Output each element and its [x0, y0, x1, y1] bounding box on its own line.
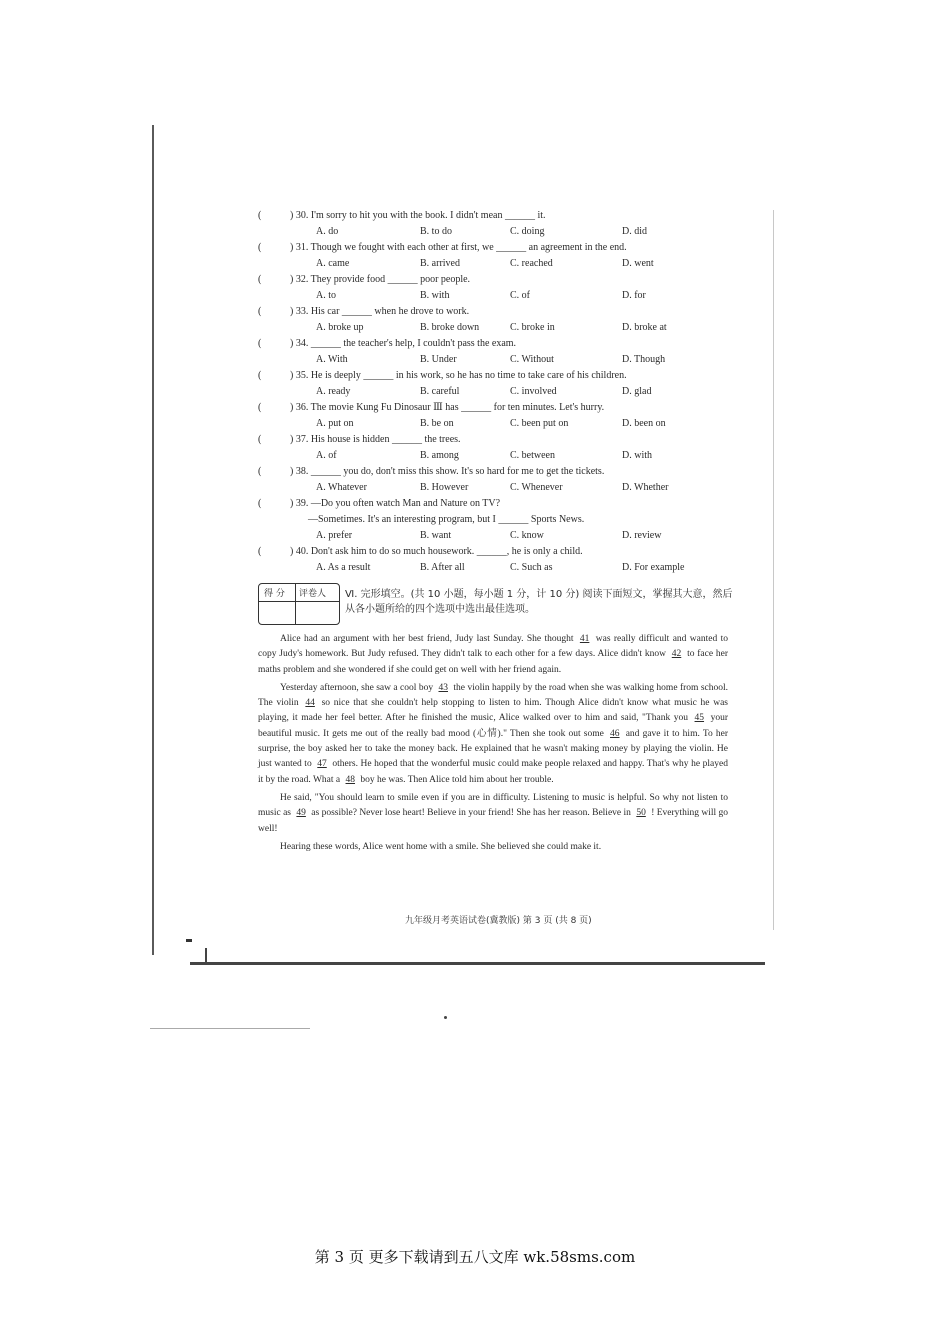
options-38 — [258, 480, 733, 496]
scan-stray-line — [150, 1028, 310, 1029]
passage-text: so nice that she couldn't help stopping to listen to him. Though Alice didn't know what music he was playing, it made her feel better. After he finished the music, Alice walked over to him and said, "Thank you — [258, 698, 729, 724]
question-34 — [258, 336, 733, 352]
question-37 — [258, 432, 733, 448]
option-c: C. Such as — [510, 562, 553, 573]
answer-paren: ( — [258, 434, 262, 445]
question-stem: ) 32. They provide food ______ poor people. — [290, 274, 471, 285]
scan-dash-mark — [186, 939, 192, 942]
option-b: B. After all — [420, 562, 465, 573]
options-34 — [258, 352, 733, 368]
option-d: D. did — [622, 226, 647, 237]
blank-44: 44 — [305, 698, 315, 709]
passage-text: the violin happily by the road when she was walking home from school. The violin — [258, 682, 728, 709]
option-b: B. Under — [420, 354, 457, 365]
score-box-divider — [259, 601, 339, 602]
passage-paragraph — [258, 632, 728, 678]
option-b: B. want — [420, 530, 452, 541]
question-32 — [258, 272, 733, 288]
options-32 — [258, 288, 733, 304]
option-c: C. doing — [510, 226, 545, 237]
option-d: D. broke at — [622, 322, 667, 333]
option-d: D. For example — [622, 562, 685, 573]
options-37 — [258, 448, 733, 464]
option-d: D. glad — [622, 386, 652, 397]
answer-paren: ( — [258, 210, 262, 221]
option-b: B. be on — [420, 418, 454, 429]
option-c: C. been put on — [510, 418, 569, 429]
question-stem: ) 39. —Do you often watch Man and Nature on TV? — [290, 498, 501, 509]
option-c: C. broke in — [510, 322, 555, 333]
question-31 — [258, 240, 733, 256]
question-33 — [258, 304, 733, 320]
section-heading: Ⅵ. 完形填空。(共 10 小题，每小题 1 分，计 10 分) 阅读下面短文，掌握其大意，然后从各小题所给的四个选项中选出最佳选项。 — [345, 589, 733, 615]
question-stem: ) 35. He is deeply ______ in his work, so he has no time to take care of his children. — [290, 370, 627, 381]
passage-text: and gave it to him. To her surprise, the boy asked her to take the money back. He explained that he wasn't making money by playing the violin. He just wanted to — [258, 728, 729, 770]
option-b: B. arrived — [420, 258, 460, 269]
scan-corner-mark — [205, 948, 207, 964]
passage-text: He said, "You should learn to smile even if you are in difficulty. Listening to music is helpful. So why not listen to music as — [258, 792, 728, 819]
option-b: B. among — [420, 450, 459, 461]
scan-bottom-edge — [190, 962, 765, 965]
question-38 — [258, 464, 733, 480]
option-c: C. between — [510, 450, 555, 461]
blank-47: 47 — [317, 759, 327, 770]
score-label: 得 分 — [264, 589, 285, 599]
question-stem: ) 34. ______ the teacher's help, I couldn't pass the exam. — [290, 338, 517, 349]
passage-paragraph — [258, 791, 728, 837]
answer-paren: ( — [258, 338, 262, 349]
question-stem: ) 37. His house is hidden ______ the trees. — [290, 434, 461, 445]
passage-text: boy he was. Then Alice told him about her trouble. — [360, 774, 554, 785]
question-stem: ) 36. The movie Kung Fu Dinosaur Ⅲ has ______ for ten minutes. Let's hurry. — [290, 402, 605, 413]
answer-paren: ( — [258, 402, 262, 413]
options-35 — [258, 384, 733, 400]
option-a: A. of — [316, 450, 337, 461]
passage-paragraph — [258, 681, 728, 788]
option-c: C. of — [510, 290, 530, 301]
passage-text: others. He hoped that the wonderful music could make people relaxed and happy. That's why he played it by the road. What a — [258, 759, 728, 785]
option-a: A. came — [316, 258, 350, 269]
answer-paren: ( — [258, 242, 262, 253]
option-b: B. However — [420, 482, 469, 493]
scan-right-edge — [773, 210, 774, 930]
answer-paren: ( — [258, 466, 262, 477]
options-39 — [258, 528, 733, 544]
options-31 — [258, 256, 733, 272]
option-a: A. With — [316, 354, 348, 365]
blank-43: 43 — [438, 682, 448, 693]
option-c: C. reached — [510, 258, 553, 269]
option-a: A. prefer — [316, 530, 353, 541]
answer-paren: ( — [258, 370, 262, 381]
option-d: D. Though — [622, 354, 666, 365]
question-stem: ) 31. Though we fought with each other at first, we ______ an agreement in the end. — [290, 242, 627, 253]
option-d: D. review — [622, 530, 662, 541]
blank-46: 46 — [610, 728, 620, 739]
answer-paren: ( — [258, 274, 262, 285]
question-39 — [258, 496, 733, 512]
option-b: B. broke down — [420, 322, 480, 333]
options-40 — [258, 560, 733, 576]
scan-left-edge — [152, 125, 154, 955]
question-stem-line2: —Sometimes. It's an interesting program, but I ______ Sports News. — [308, 514, 585, 525]
option-a: A. broke up — [316, 322, 364, 333]
option-d: D. went — [622, 258, 654, 269]
question-30 — [258, 208, 733, 224]
options-36 — [258, 416, 733, 432]
option-b: B. with — [420, 290, 450, 301]
question-36 — [258, 400, 733, 416]
option-d: D. for — [622, 290, 646, 301]
passage-paragraph — [258, 840, 728, 855]
question-40 — [258, 544, 733, 560]
option-c: C. Whenever — [510, 482, 563, 493]
question-39-reply — [258, 512, 733, 528]
blank-49: 49 — [296, 808, 306, 819]
option-a: A. Whatever — [316, 482, 367, 493]
passage-text: as possible? Never lose heart! Believe in your friend! She has her reason. Believe in — [311, 808, 631, 819]
score-box — [258, 583, 340, 625]
blank-45: 45 — [694, 713, 705, 724]
options-30 — [258, 224, 733, 240]
download-footer: 第 3 页 更多下载请到五八文库 wk.58sms.com — [314, 1248, 636, 1266]
question-stem: ) 38. ______ you do, don't miss this show. It's so hard for me to get the tickets. — [290, 466, 605, 477]
option-a: A. put on — [316, 418, 354, 429]
option-d: D. Whether — [622, 482, 669, 493]
scan-dot — [444, 1016, 447, 1019]
answer-paren: ( — [258, 498, 262, 509]
option-b: B. to do — [420, 226, 452, 237]
answer-paren: ( — [258, 306, 262, 317]
option-b: B. careful — [420, 386, 460, 397]
passage-text: ! Everything will go well! — [258, 808, 729, 834]
option-a: A. ready — [316, 386, 351, 397]
option-d: D. with — [622, 450, 652, 461]
passage-text: Yesterday afternoon, she saw a cool boy — [280, 682, 434, 693]
option-c: C. involved — [510, 386, 557, 397]
grader-label: 评卷人 — [299, 589, 327, 599]
option-c: C. Without — [510, 354, 554, 365]
blank-42: 42 — [671, 649, 682, 660]
passage-text: Alice had an argument with her best friend, Judy last Sunday. She thought — [280, 634, 574, 644]
option-c: C. know — [510, 530, 544, 541]
passage-text: your beautiful music. It gets me out of the really bad mood (心情)." Then she took out some — [258, 713, 729, 739]
score-box-column-divider — [295, 584, 296, 624]
blank-41: 41 — [579, 634, 590, 644]
blank-48: 48 — [345, 774, 356, 785]
option-a: A. do — [316, 226, 339, 237]
option-d: D. been on — [622, 418, 666, 429]
passage-text: was really difficult and wanted to copy Judy's homework. But Judy refused. They didn't talk to each other for a few days. Alice didn't know — [258, 634, 728, 660]
passage-text: Hearing these words, Alice went home with a smile. She believed she could make it. — [280, 841, 602, 852]
exam-page-footer: 九年级月考英语试卷(冀教版) 第 3 页 (共 8 页) — [405, 916, 592, 926]
question-35 — [258, 368, 733, 384]
question-stem: ) 40. Don't ask him to do so much housework. ______, he is only a child. — [290, 546, 583, 557]
passage-text: to face her maths problem and she wondered if she could get on well with her friend again. — [258, 649, 728, 675]
question-stem: ) 33. His car ______ when he drove to work. — [290, 306, 470, 317]
options-33 — [258, 320, 733, 336]
blank-50: 50 — [636, 808, 646, 819]
question-stem: ) 30. I'm sorry to hit you with the book. I didn't mean ______ it. — [290, 210, 546, 221]
option-a: A. As a result — [316, 562, 371, 573]
answer-paren: ( — [258, 546, 262, 557]
cloze-passage — [258, 632, 728, 858]
multiple-choice-section — [258, 208, 733, 576]
option-a: A. to — [316, 290, 336, 301]
